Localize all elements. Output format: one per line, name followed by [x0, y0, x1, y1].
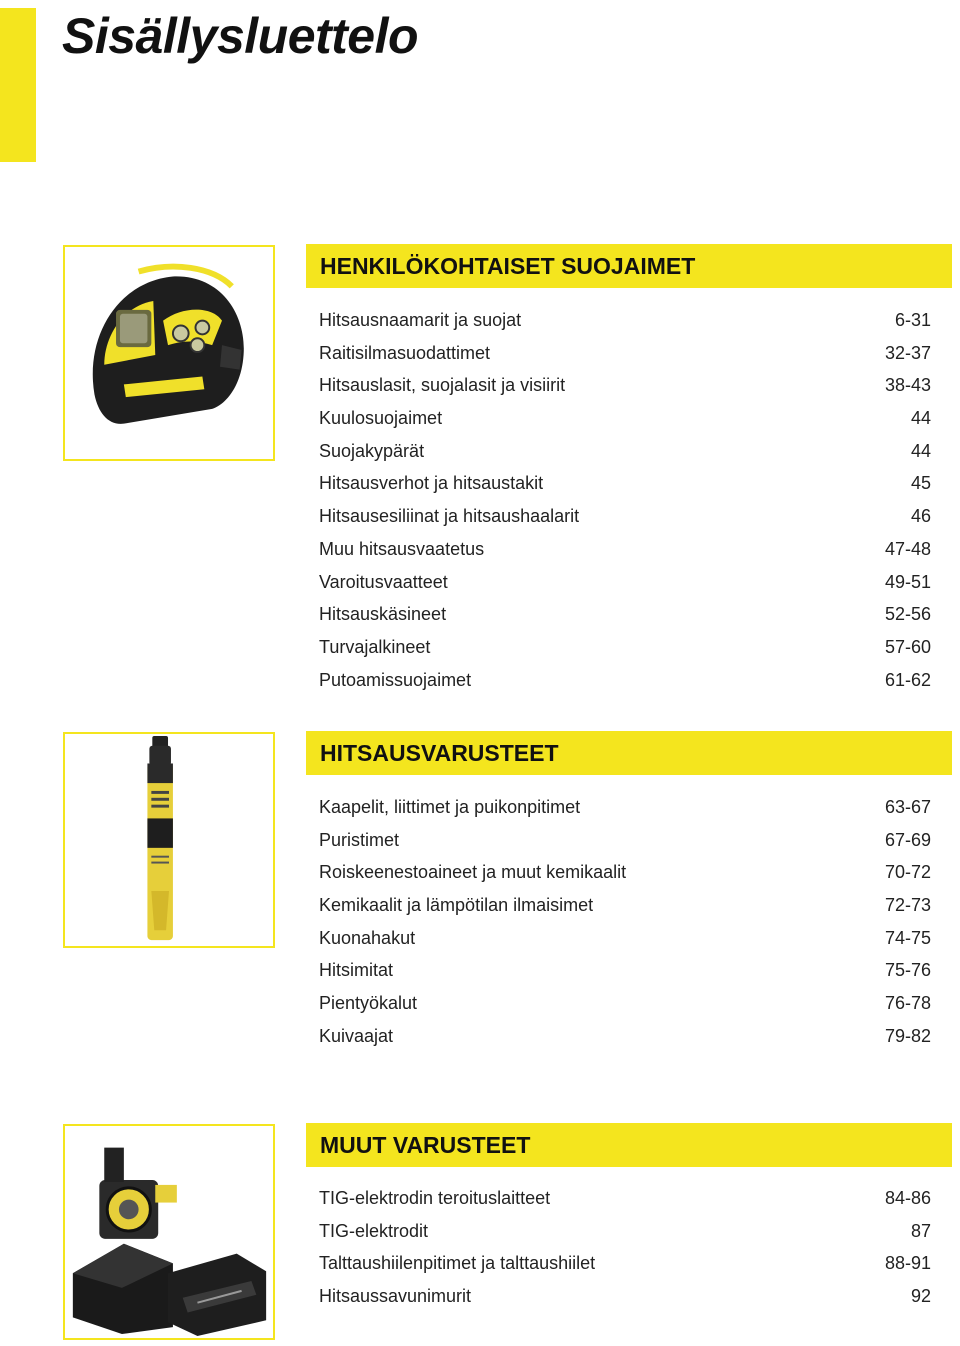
toc-pages: 45 [910, 473, 931, 494]
toc-pages: 67-69 [884, 829, 931, 850]
toc-list [319, 791, 931, 1053]
toc-label: Kuivaajat [319, 1025, 394, 1046]
toc-row[interactable] [319, 566, 931, 599]
toc-label: Raitisilmasuodattimet [319, 342, 491, 363]
toc-pages: 6-31 [894, 310, 931, 330]
accent-side-bar [0, 8, 36, 162]
toc-pages: 49-51 [884, 571, 931, 592]
toc-row[interactable] [319, 500, 931, 533]
toc-row[interactable] [319, 1182, 931, 1215]
toc-row[interactable] [319, 304, 931, 337]
spray-can-icon [65, 734, 273, 946]
toc-list [319, 304, 931, 696]
toc-label: Putoamissuojaimet [319, 669, 472, 690]
toc-label: Varoitusvaatteet [319, 571, 448, 592]
toc-pages: 72-73 [884, 895, 931, 916]
toc-label: Turvajalkineet [319, 636, 431, 657]
section-title: HENKILÖKOHTAISET SUOJAIMET [320, 253, 696, 279]
spray-can-photo [63, 732, 275, 948]
toc-pages: 79-82 [884, 1025, 931, 1046]
toc-row[interactable] [319, 791, 931, 824]
toc-row[interactable] [319, 1020, 931, 1053]
toc-pages: 70-72 [884, 862, 931, 883]
toc-pages: 88-91 [884, 1253, 931, 1274]
toc-label: Roiskeenestoaineet ja muut kemikaalit [319, 862, 627, 883]
toc-row[interactable] [319, 631, 931, 664]
toc-row[interactable] [319, 402, 931, 435]
toc-pages: 46 [910, 506, 931, 527]
toc-label: Pientyökalut [319, 993, 418, 1014]
toc-row[interactable] [319, 369, 931, 402]
toc-label: TIG-elektrodin teroituslaitteet [319, 1188, 551, 1208]
toc-row[interactable] [319, 824, 931, 857]
toc-label: Kemikaalit ja lämpötilan ilmaisimet [319, 895, 594, 916]
tig-grinder-icon [65, 1126, 273, 1338]
toc-pages: 87 [910, 1220, 931, 1241]
toc-pages: 47-48 [884, 538, 931, 559]
section-title: MUUT VARUSTEET [320, 1132, 531, 1158]
toc-row[interactable] [319, 1215, 931, 1248]
toc-pages: 44 [910, 440, 931, 461]
section-header [306, 244, 952, 288]
toc-label: Hitsimitat [319, 960, 394, 981]
toc-label: Hitsausesiliinat ja hitsaushaalarit [319, 506, 580, 527]
toc-row[interactable] [319, 856, 931, 889]
toc-label: Talttaushiilenpitimet ja talttaushiilet [319, 1253, 596, 1274]
toc-row[interactable] [319, 337, 931, 370]
toc-row[interactable] [319, 467, 931, 500]
toc-row[interactable] [319, 987, 931, 1020]
toc-pages: 38-43 [884, 375, 931, 396]
toc-row[interactable] [319, 1247, 931, 1280]
toc-row[interactable] [319, 922, 931, 955]
welding-helmet-icon [65, 247, 273, 459]
toc-label: Hitsauskäsineet [319, 604, 447, 625]
section-header [306, 1123, 952, 1167]
toc-pages: 75-76 [884, 960, 931, 981]
toc-label: TIG-elektrodit [319, 1220, 429, 1241]
section-title: HITSAUSVARUSTEET [320, 740, 559, 766]
toc-pages: 61-62 [884, 669, 931, 690]
toc-label: Hitsauslasit, suojalasit ja visiirit [319, 375, 566, 396]
toc-pages: 52-56 [884, 604, 931, 625]
toc-label: Hitsaussavunimurit [319, 1286, 472, 1307]
toc-pages: 92 [910, 1286, 931, 1307]
toc-label: Kuonahakut [319, 927, 416, 948]
page-title: Sisällysluettelo [62, 8, 419, 64]
toc-label: Kuulosuojaimet [319, 408, 443, 429]
section-header [306, 731, 952, 775]
toc-label: Puristimet [319, 829, 400, 850]
toc-row[interactable] [319, 954, 931, 987]
toc-pages: 44 [910, 408, 931, 429]
toc-pages: 57-60 [884, 636, 931, 657]
toc-label: Muu hitsausvaatetus [319, 538, 485, 559]
toc-row[interactable] [319, 598, 931, 631]
toc-row[interactable] [319, 1280, 931, 1313]
toc-label: Hitsausnaamarit ja suojat [319, 310, 522, 330]
toc-label: Kaapelit, liittimet ja puikonpitimet [319, 797, 581, 817]
toc-pages: 63-67 [884, 797, 931, 817]
toc-row[interactable] [319, 664, 931, 697]
toc-row[interactable] [319, 435, 931, 468]
tig-grinder-photo [63, 1124, 275, 1340]
toc-pages: 84-86 [884, 1188, 931, 1208]
welding-helmet-photo [63, 245, 275, 461]
toc-row[interactable] [319, 533, 931, 566]
toc-label: Suojakypärät [319, 440, 425, 461]
toc-row[interactable] [319, 889, 931, 922]
toc-list [319, 1182, 931, 1313]
toc-label: Hitsausverhot ja hitsaustakit [319, 473, 544, 494]
toc-pages: 32-37 [884, 342, 931, 363]
toc-pages: 76-78 [884, 993, 931, 1014]
toc-pages: 74-75 [884, 927, 931, 948]
